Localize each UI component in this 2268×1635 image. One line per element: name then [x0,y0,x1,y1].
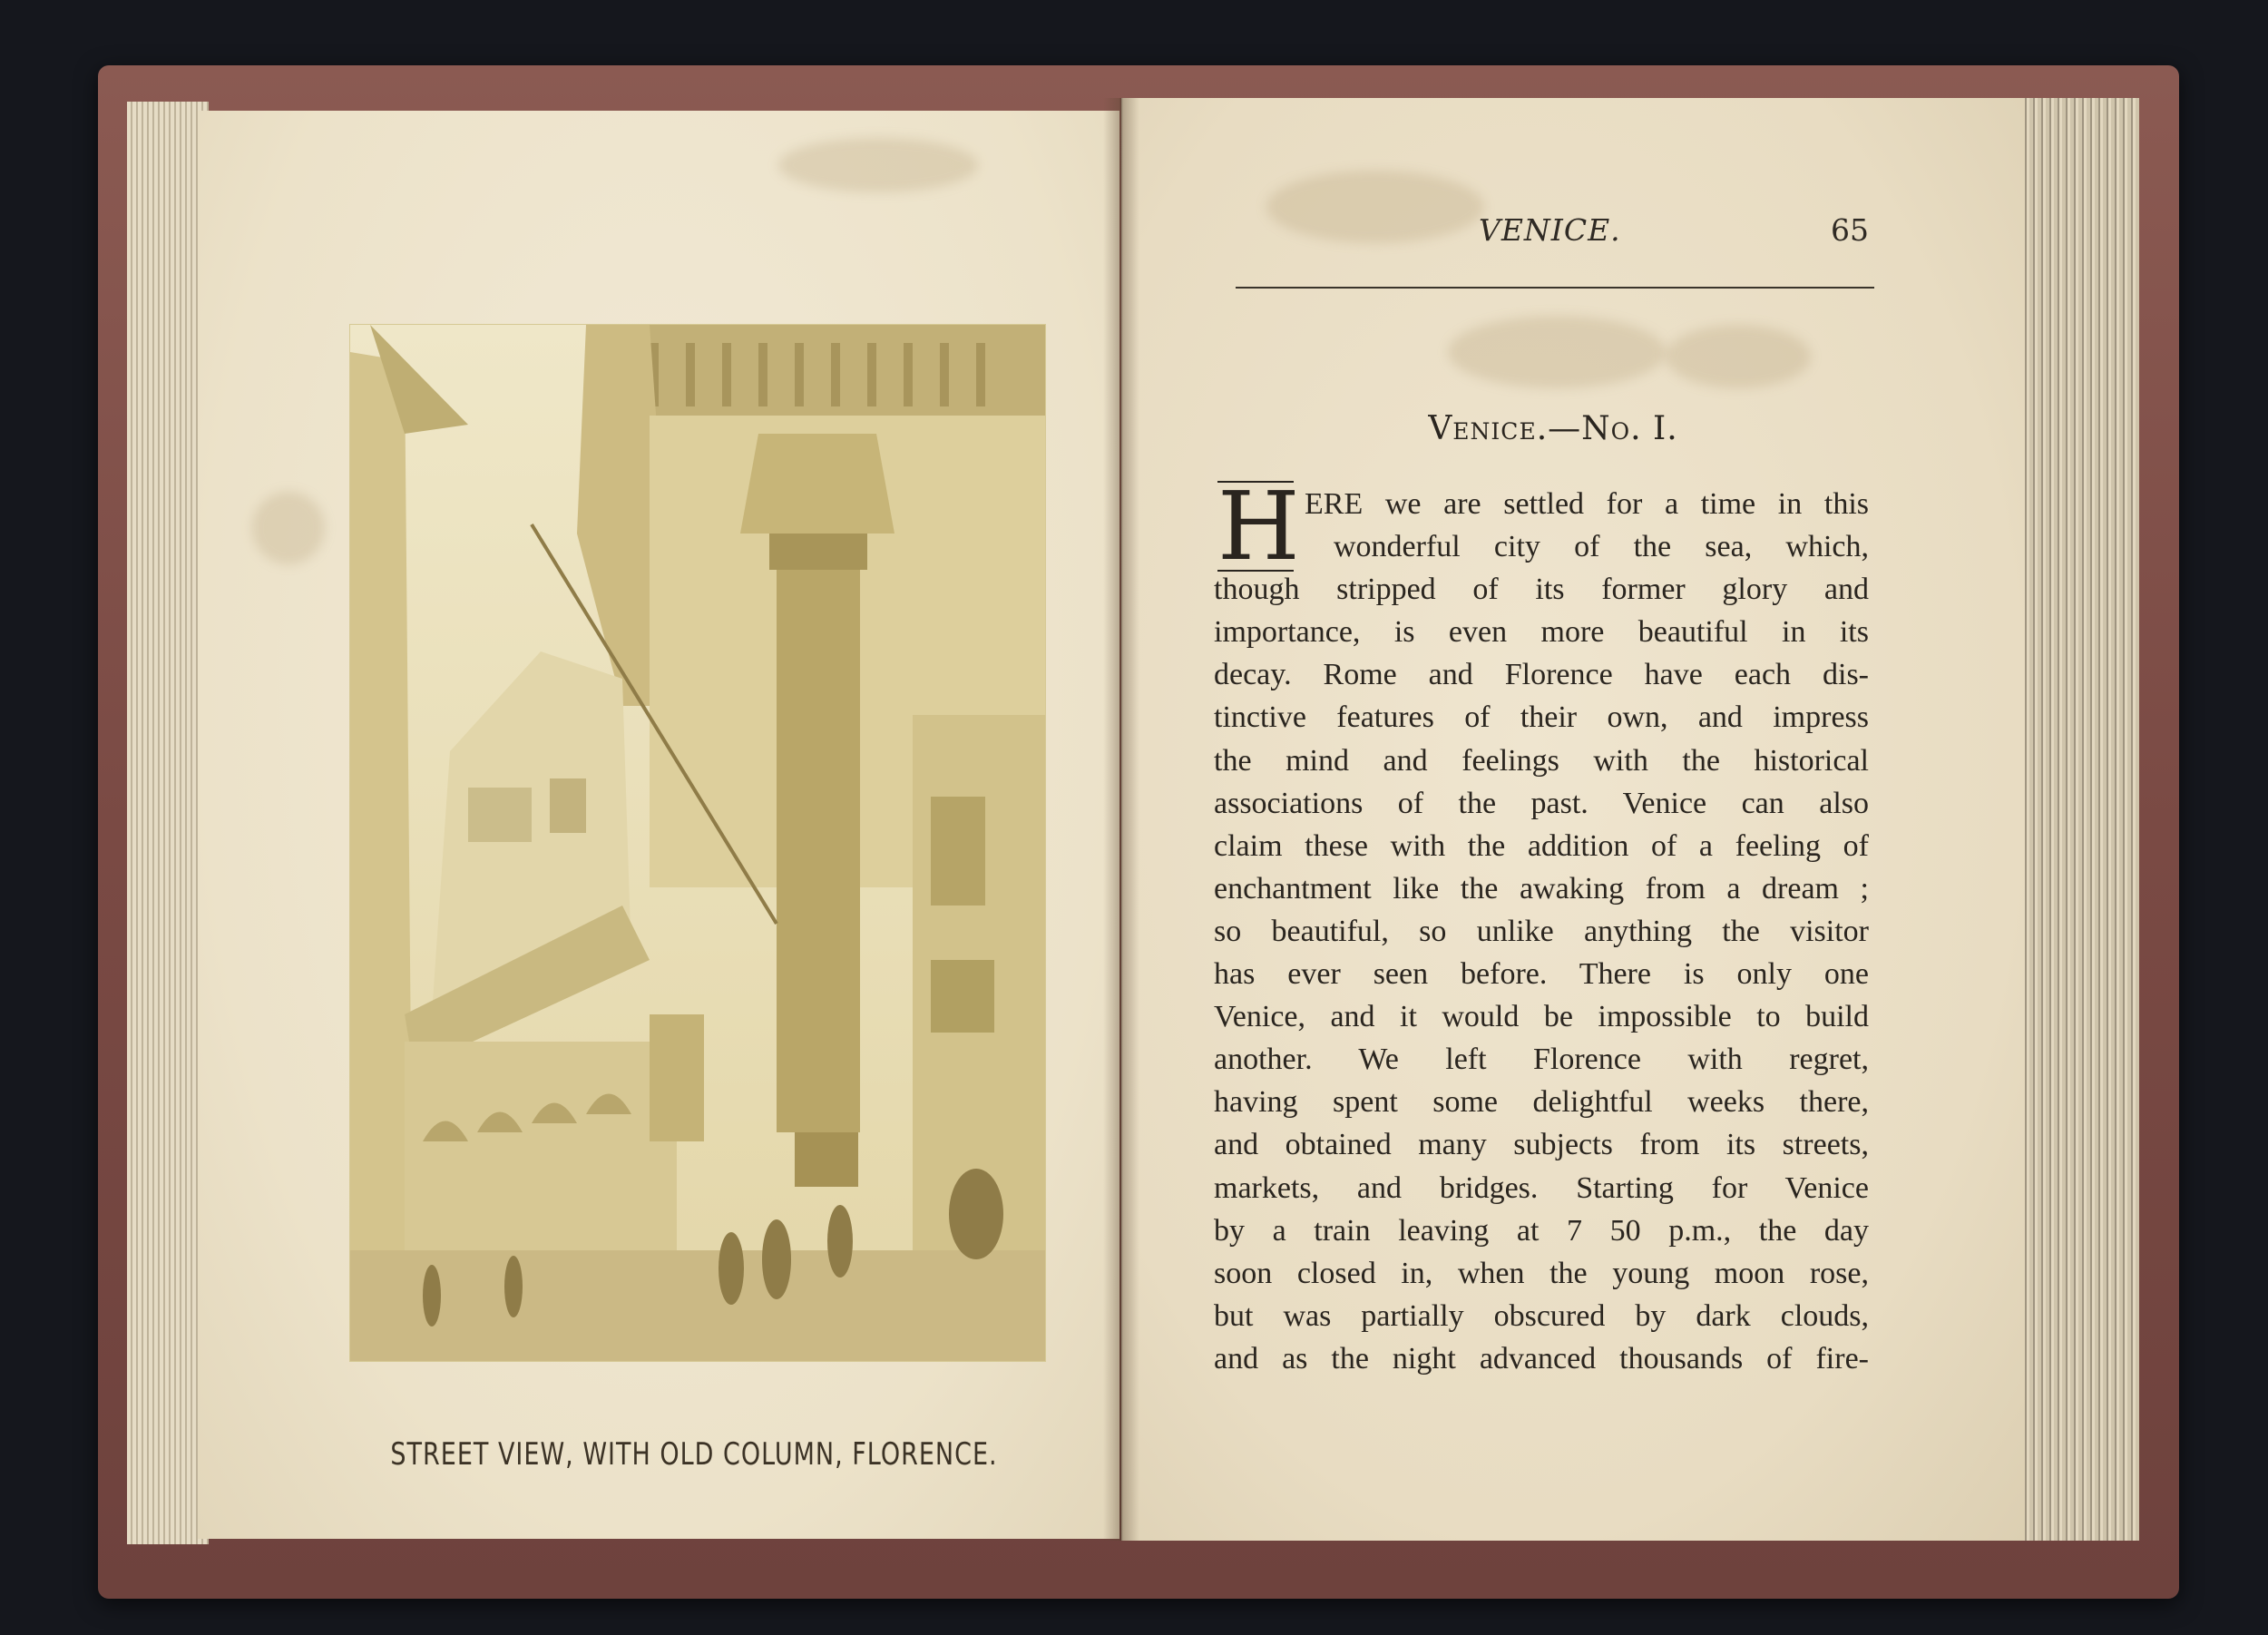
right-page-edges [2021,98,2139,1541]
text-line: ERE we are settled for a time in this [1305,487,1869,521]
text-line: and obtained many subjects from its streets, [1214,1128,1869,1162]
text-line: associations of the past. Venice can also [1214,786,1869,820]
text-line: having spent some delightful weeks there, [1214,1085,1869,1120]
foxing-stain [778,138,978,192]
text-line: soon closed in, when the young moon rose, [1214,1256,1869,1290]
text-line: importance, is even more beautiful in its [1214,615,1869,650]
foxing-stain [252,492,325,564]
text-line: Venice, and it would be impossible to build [1214,1000,1869,1034]
plate-caption: STREET VIEW, WITH OLD COLUMN, FLORENCE. [390,1437,998,1473]
text-line: has ever seen before. There is only one [1214,957,1869,992]
chapter-title: Venice.—No. I. [1428,410,1678,447]
running-title: VENICE. [1479,212,1621,248]
text-line: but was partially obscured by dark clouds, [1214,1298,1869,1333]
text-line: the mind and feelings with the historical [1214,743,1869,778]
text-line: tinctive features of their own, and impress [1214,700,1869,735]
text-line: claim these with the addition of a feeling of [1214,828,1869,863]
text-line: and as the night advanced thousands of fire- [1214,1341,1869,1376]
text-line: though stripped of its former glory and [1214,573,1869,607]
drop-cap: H [1217,471,1300,582]
text-line: wonderful city of the sea, which, [1334,530,1869,564]
text-line: enchantment like the awaking from a dream ; [1214,871,1869,906]
left-page-edges [127,102,209,1544]
page-number: 65 [1831,212,1869,248]
foxing-stain [1266,171,1484,243]
book-gutter [1103,98,1139,1541]
body-text [1214,471,1869,1380]
photo-plate [350,325,1045,1361]
text-line: so beautiful, so unlike anything the visitor [1214,914,1869,948]
text-line: another. We left Florence with regret, [1214,1043,1869,1077]
street-view-illustration [350,325,1045,1361]
foxing-stain [1666,325,1811,388]
foxing-stain [1448,316,1666,388]
text-line: decay. Rome and Florence have each dis- [1214,658,1869,692]
text-line: by a train leaving at 7 50 p.m., the day [1214,1213,1869,1248]
header-rule [1236,287,1874,289]
text-line: markets, and bridges. Starting for Venice [1214,1170,1869,1205]
